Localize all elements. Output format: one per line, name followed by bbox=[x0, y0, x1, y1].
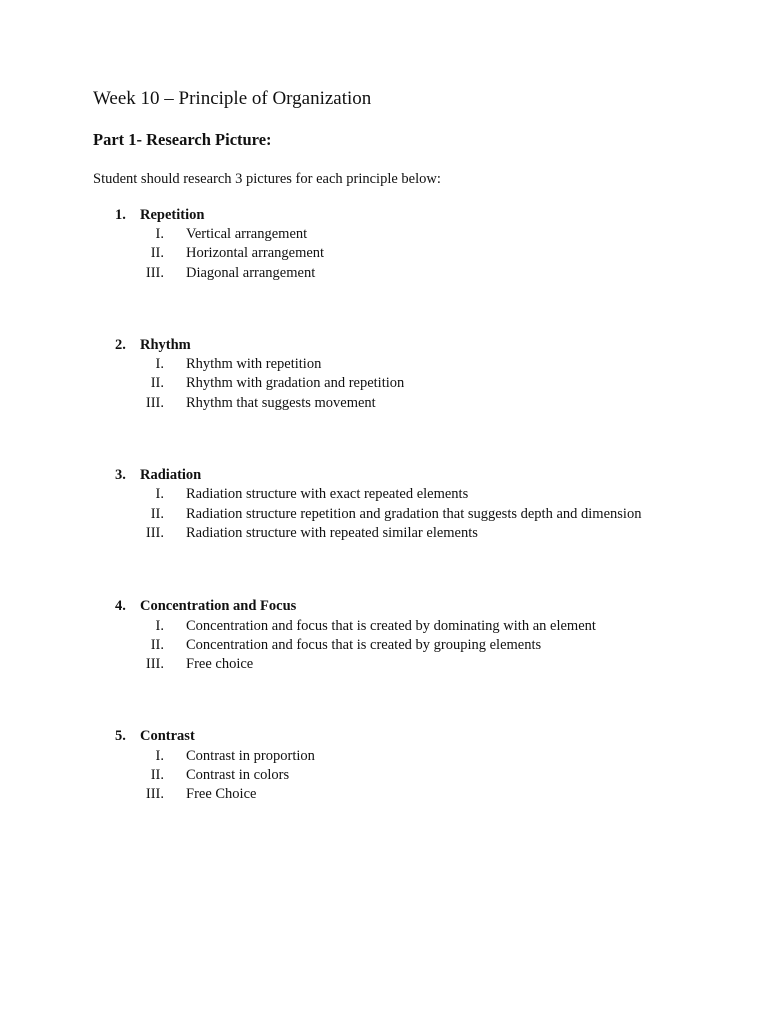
item-text: Contrast in colors bbox=[186, 767, 290, 783]
section-number: 4. bbox=[115, 598, 126, 614]
section-number: 2. bbox=[115, 337, 126, 353]
item-text: Rhythm that suggests movement bbox=[186, 395, 376, 411]
item-text: Rhythm with gradation and repetition bbox=[186, 375, 405, 391]
item-number: II. bbox=[150, 506, 164, 522]
item-number: II. bbox=[150, 637, 164, 653]
item-number: I. bbox=[155, 356, 164, 372]
page-title: Week 10 – Principle of Organization bbox=[93, 88, 372, 109]
item-text: Concentration and focus that is created by dominating with an element bbox=[186, 618, 596, 634]
item-text: Radiation structure with exact repeated elements bbox=[186, 486, 469, 502]
item-text: Rhythm with repetition bbox=[186, 356, 322, 372]
item-number: III. bbox=[145, 656, 164, 672]
item-text: Diagonal arrangement bbox=[186, 265, 316, 281]
item-number: I. bbox=[155, 748, 164, 764]
item-number: II. bbox=[150, 375, 164, 391]
part-heading: Part 1- Research Picture: bbox=[93, 130, 272, 149]
item-text: Vertical arrangement bbox=[186, 226, 308, 242]
item-number: III. bbox=[145, 395, 164, 411]
section-label: Rhythm bbox=[140, 337, 191, 353]
section-label: Contrast bbox=[140, 728, 195, 744]
section-label: Radiation bbox=[140, 467, 202, 483]
item-number: I. bbox=[155, 486, 164, 502]
section-number: 1. bbox=[115, 207, 126, 223]
section-label: Repetition bbox=[140, 207, 205, 223]
item-text: Radiation structure repetition and gradation that suggests depth and dimension bbox=[186, 506, 642, 522]
item-text: Free Choice bbox=[186, 786, 257, 802]
item-number: II. bbox=[150, 245, 164, 261]
item-number: III. bbox=[145, 525, 164, 541]
section-number: 3. bbox=[115, 467, 126, 483]
item-text: Horizontal arrangement bbox=[186, 245, 325, 261]
item-number: III. bbox=[145, 786, 164, 802]
item-text: Radiation structure with repeated similar elements bbox=[186, 525, 478, 541]
item-text: Free choice bbox=[186, 656, 254, 672]
item-number: III. bbox=[145, 265, 164, 281]
intro-text: Student should research 3 pictures for each principle below: bbox=[93, 171, 441, 187]
item-text: Contrast in proportion bbox=[186, 748, 315, 764]
section-number: 5. bbox=[115, 728, 126, 744]
item-text: Concentration and focus that is created by grouping elements bbox=[186, 637, 542, 653]
item-number: I. bbox=[155, 226, 164, 242]
item-number: I. bbox=[155, 618, 164, 634]
item-number: II. bbox=[150, 767, 164, 783]
section-label: Concentration and Focus bbox=[140, 598, 297, 614]
